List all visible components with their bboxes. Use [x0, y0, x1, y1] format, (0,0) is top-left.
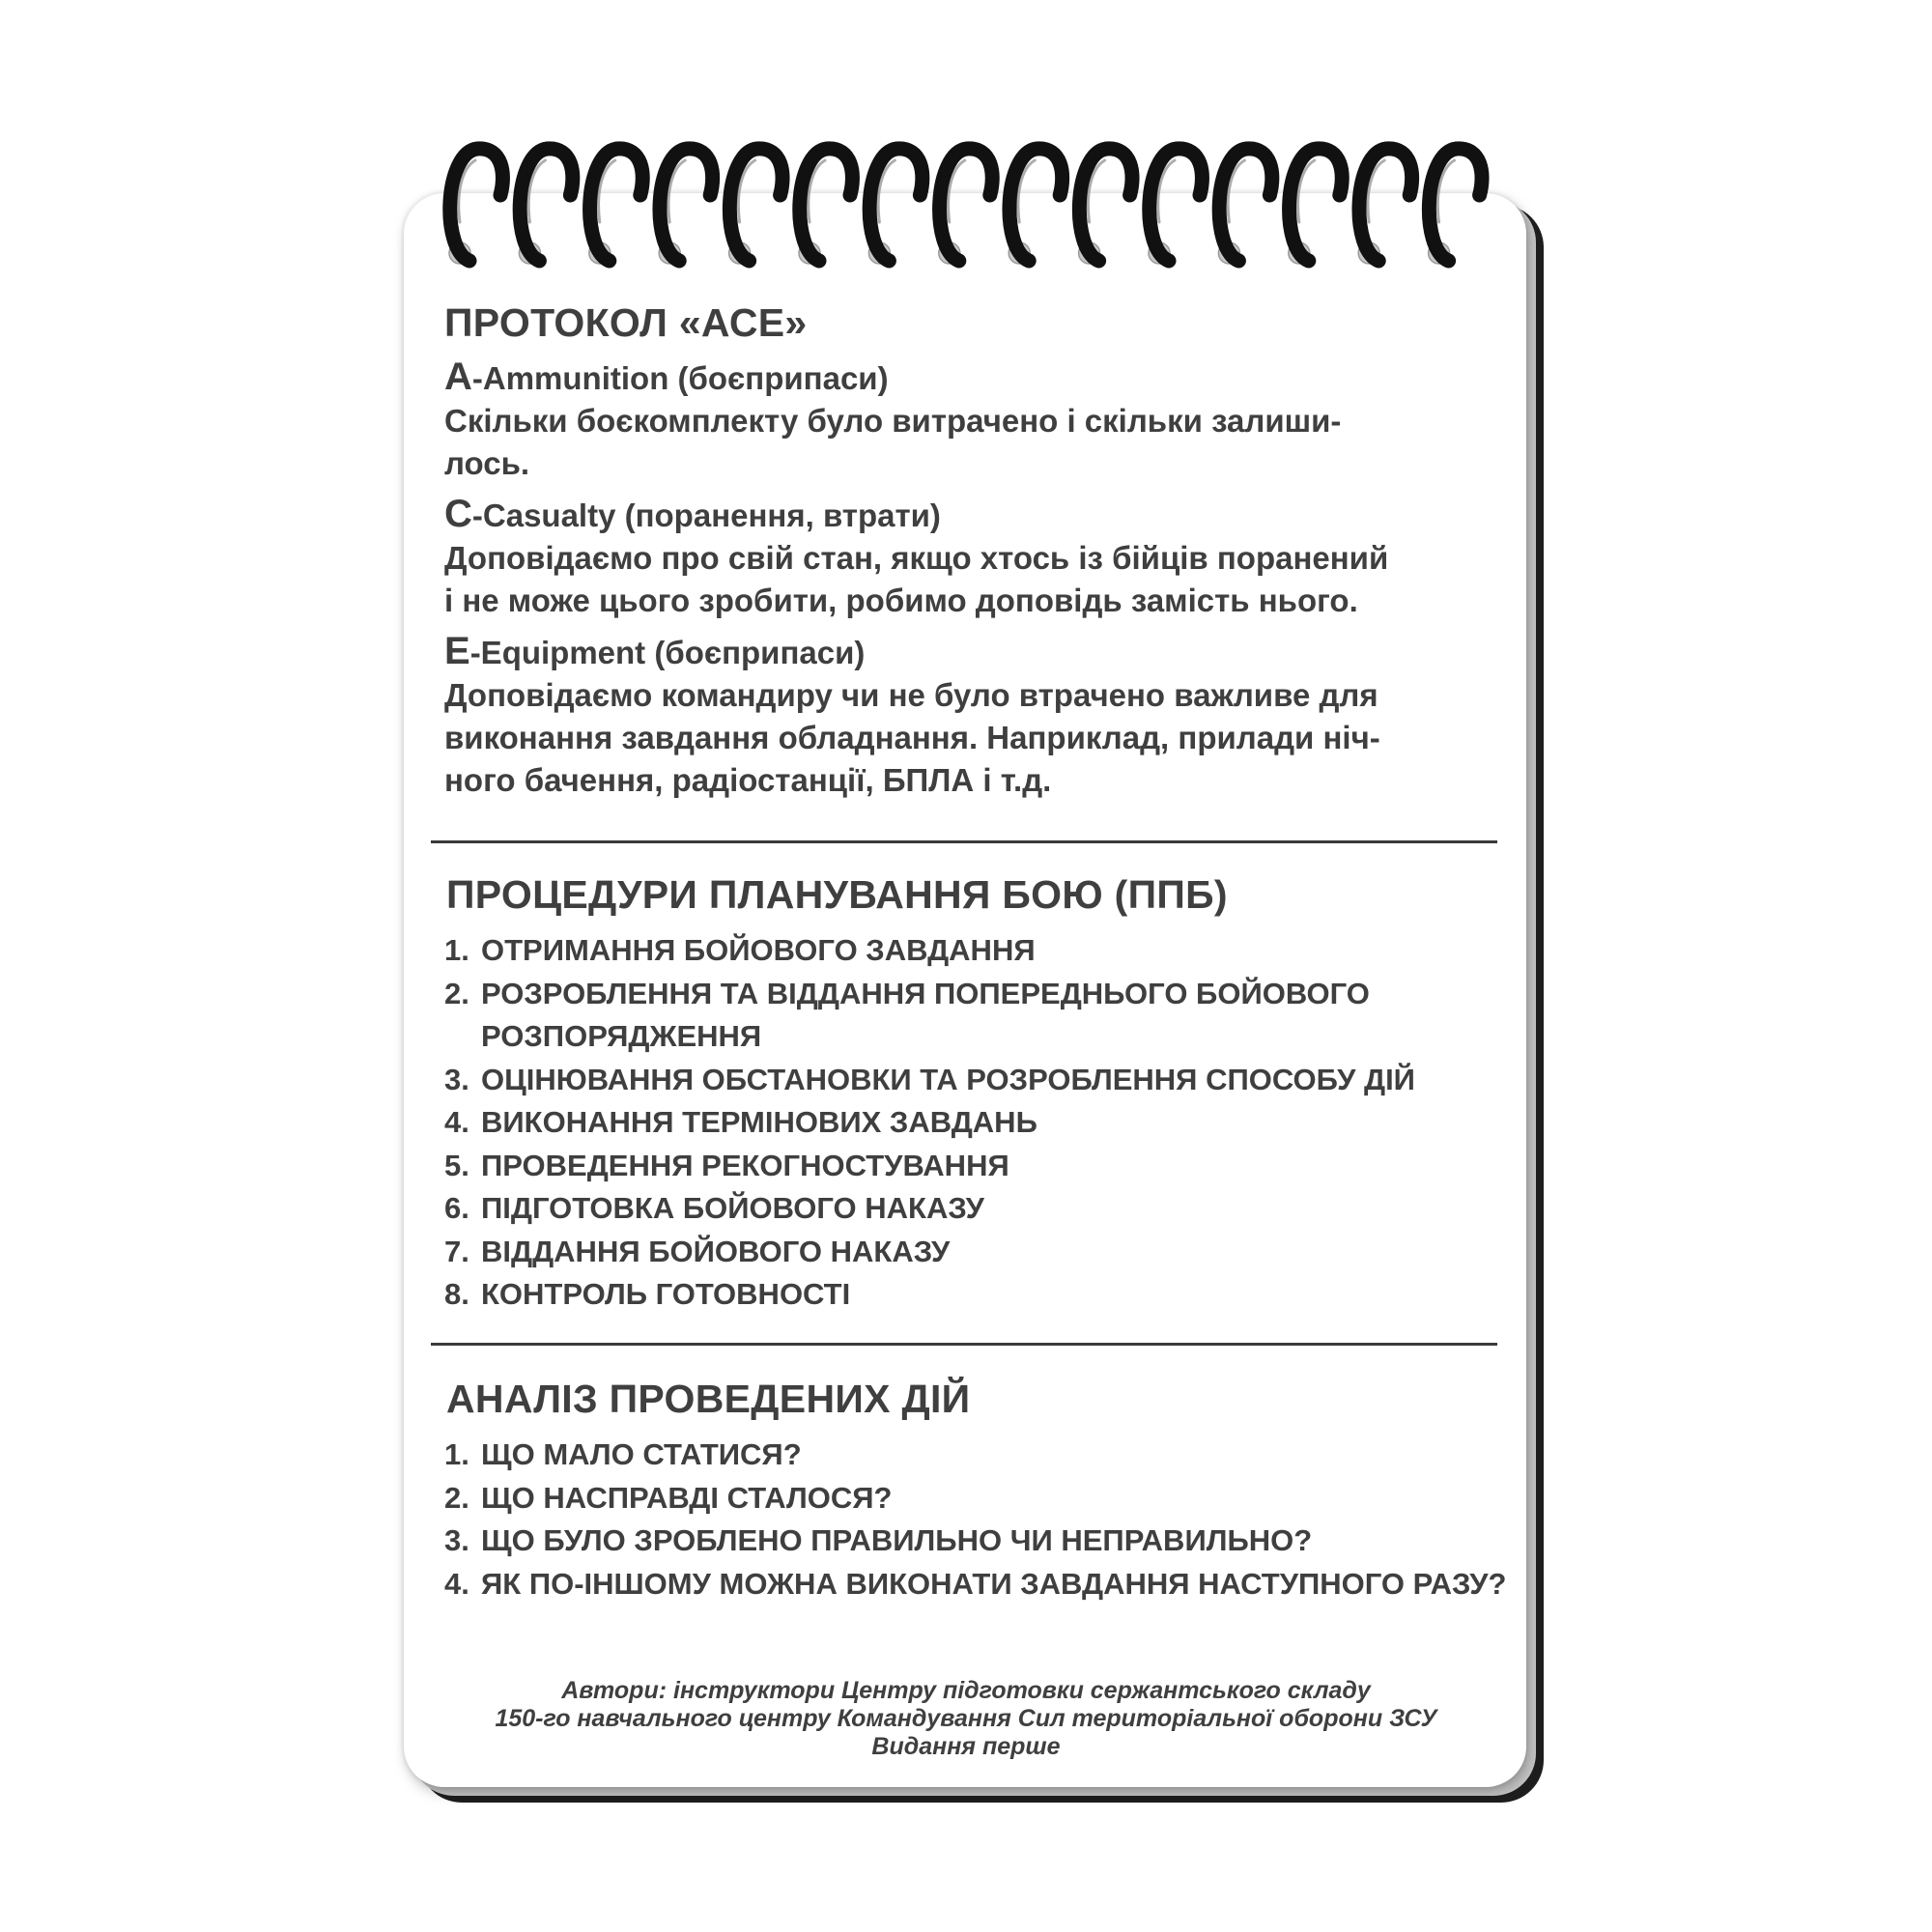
list-item: [444, 1434, 1507, 1477]
spiral-ring-icon: [1429, 149, 1482, 264]
after-action-section: [444, 1372, 1507, 1605]
footer-line: 150-го навчального центру Командування Сил територіальної оборони ЗСУ: [495, 1705, 1437, 1732]
analysis-title: АНАЛІЗ ПРОВЕДЕНИХ ДІЙ: [446, 1377, 971, 1421]
list-item: [444, 1477, 1507, 1520]
list-item: [444, 1187, 1507, 1231]
spiral-ring-icon: [1358, 149, 1411, 264]
analysis-list: [444, 1434, 1507, 1605]
ace-item-letter: Е: [444, 630, 470, 672]
spiral-ring-icon: [449, 149, 502, 264]
spiral-ring-icon: [1149, 149, 1202, 264]
ace-item-heading-text: -Casualty (поранення, втрати): [471, 497, 941, 533]
list-item-text: ЩО НАСПРАВДІ СТАЛОСЯ?: [481, 1480, 893, 1515]
list-item-number: 2.: [444, 976, 469, 1010]
spiral-ring-icon: [868, 149, 922, 264]
footer-line: Автори: інструктори Центру підготовки сержантського складу: [561, 1677, 1371, 1704]
list-item-text: ЩО БУЛО ЗРОБЛЕНО ПРАВИЛЬНО ЧИ НЕПРАВИЛЬНО?: [481, 1523, 1313, 1557]
ace-item-equipment: [444, 630, 1505, 802]
spiral-ring-icon: [1218, 149, 1271, 264]
ace-item-letter: А: [444, 355, 472, 398]
spiral-ring-icon: [1079, 149, 1132, 264]
list-item-text: РОЗРОБЛЕННЯ ТА ВІДДАННЯ ПОПЕРЕДНЬОГО БОЙОВОГО РОЗПОРЯДЖЕННЯ: [481, 976, 1370, 1053]
spiral-ring-icon: [1289, 149, 1342, 264]
list-item: [444, 1059, 1507, 1102]
spiral-ring-icon: [799, 149, 852, 264]
list-item-number: 5.: [444, 1148, 469, 1182]
list-item-text: ВИКОНАННЯ ТЕРМІНОВИХ ЗАВДАНЬ: [481, 1105, 1037, 1139]
spiral-ring-icon: [1009, 149, 1062, 264]
ace-item-heading-text: -Ammunition (боєприпаси): [471, 360, 889, 396]
ace-item-body: Доповідаємо про свій стан, якщо хтось із бійців поранений і не може цього зробити, робимо доповідь замість нього.: [444, 540, 1389, 618]
authors-footer: [444, 1677, 1488, 1761]
list-item-number: 1.: [444, 933, 469, 967]
list-item-text: ВІДДАННЯ БОЙОВОГО НАКАЗУ: [481, 1234, 951, 1268]
spiral-ring-icon: [939, 149, 992, 264]
list-item-text: ЩО МАЛО СТАТИСЯ?: [481, 1437, 802, 1471]
ace-item-letter: С: [444, 493, 472, 535]
list-item-number: 3.: [444, 1062, 469, 1096]
list-item-number: 4.: [444, 1105, 469, 1139]
section-divider: [431, 840, 1497, 843]
list-item-number: 1.: [444, 1437, 469, 1471]
ace-protocol-section: [442, 296, 1505, 810]
section-divider: [431, 1343, 1497, 1346]
list-item: [444, 929, 1507, 973]
ace-item-ammunition: [444, 355, 1505, 485]
list-item-text: ПРОВЕДЕННЯ РЕКОГНОСТУВАННЯ: [481, 1148, 1009, 1182]
list-item-text: ПІДГОТОВКА БОЙОВОГО НАКАЗУ: [481, 1191, 984, 1225]
spiral-ring-icon: [659, 149, 712, 264]
ace-item-heading: [444, 630, 1505, 674]
footer-line: Видання перше: [871, 1733, 1061, 1760]
list-item: [444, 1520, 1507, 1563]
battle-planning-section: [444, 867, 1507, 1317]
list-item-number: 4.: [444, 1566, 469, 1601]
list-item-text: ЯК ПО-ІНШОМУ МОЖНА ВИКОНАТИ ЗАВДАННЯ НАСТУПНОГО РАЗУ?: [481, 1566, 1507, 1601]
spiral-ring-icon: [729, 149, 782, 264]
ace-item-heading-text: -Equipment (боєприпаси): [469, 635, 866, 670]
spiral-binding-icon: [404, 135, 1526, 280]
ace-item-body: Доповідаємо командиру чи не було втрачено важливе для виконання завдання обладнання. Наприклад, прилади ніч- ного бачення, радіостанції, БПЛА і т.д.: [444, 677, 1380, 798]
list-item: [444, 1231, 1507, 1274]
list-item-number: 7.: [444, 1234, 469, 1268]
list-item: [444, 973, 1507, 1059]
list-item-number: 2.: [444, 1480, 469, 1515]
list-item: [444, 1145, 1507, 1188]
ace-item-heading: [444, 355, 1505, 400]
list-item-text: ОТРИМАННЯ БОЙОВОГО ЗАВДАННЯ: [481, 933, 1036, 967]
spiral-ring-icon: [589, 149, 642, 264]
ppb-list: [444, 929, 1507, 1317]
spiral-ring-icon: [519, 149, 572, 264]
ppb-title: ПРОЦЕДУРИ ПЛАНУВАННЯ БОЮ (ППБ): [446, 872, 1228, 917]
list-item-text: ОЦІНЮВАННЯ ОБСТАНОВКИ ТА РОЗРОБЛЕННЯ СПОСОБУ ДІЙ: [481, 1062, 1415, 1096]
ace-item-heading: [444, 493, 1505, 537]
list-item-text: КОНТРОЛЬ ГОТОВНОСТІ: [481, 1277, 851, 1311]
list-item: [444, 1563, 1507, 1606]
ace-item-body: Скільки боєкомплекту було витрачено і скільки залиши- лось.: [444, 403, 1342, 481]
ace-title: ПРОТОКОЛ «АСЕ»: [444, 300, 808, 345]
list-item-number: 6.: [444, 1191, 469, 1225]
list-item-number: 3.: [444, 1523, 469, 1557]
list-item: [444, 1101, 1507, 1145]
list-item-number: 8.: [444, 1277, 469, 1311]
list-item: [444, 1273, 1507, 1317]
ace-item-casualty: [444, 493, 1505, 622]
